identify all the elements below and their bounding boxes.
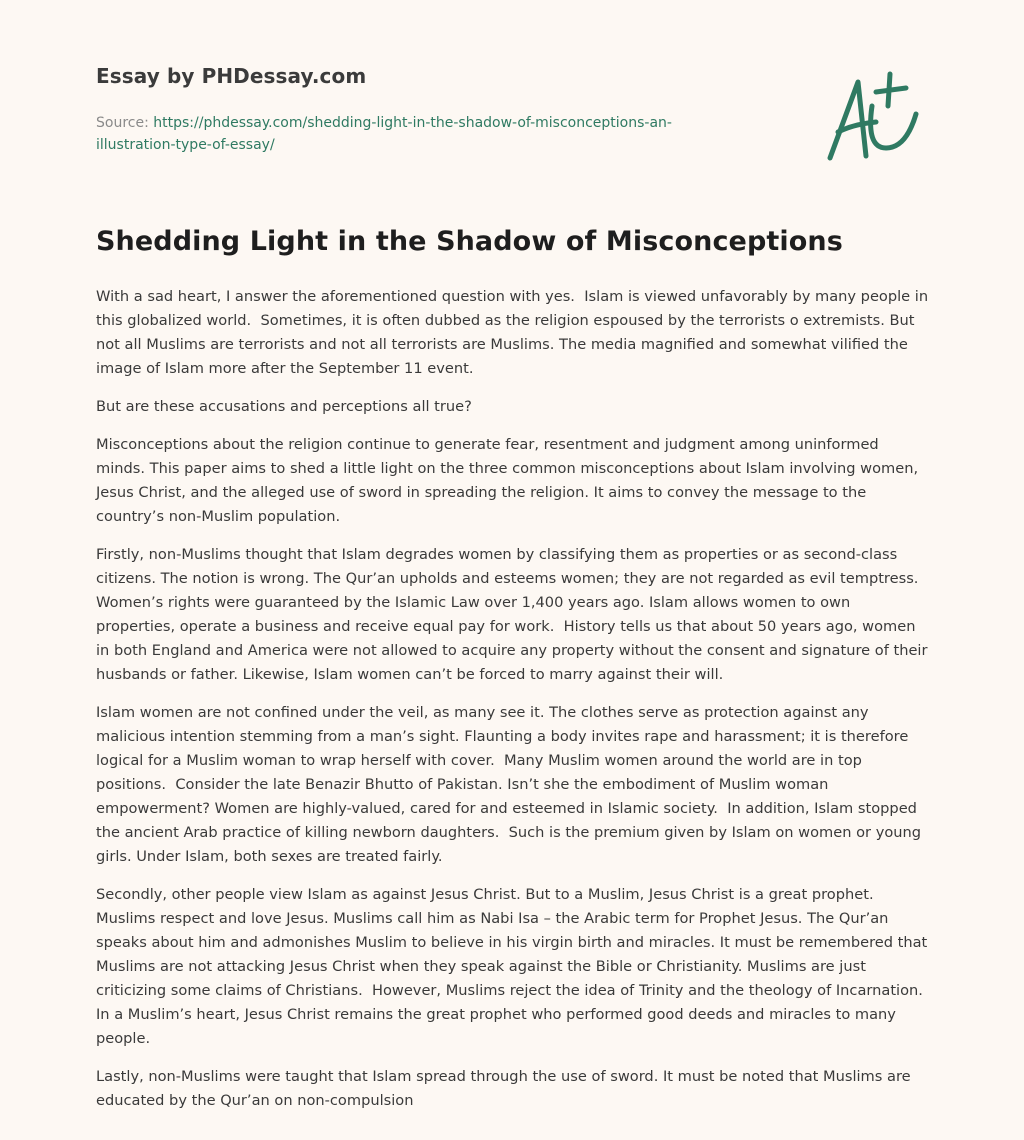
paragraph: Firstly, non-Muslims thought that Islam degrades women by classifying them as properties or as second-class citizens. The notion is wrong. The Qur’an upholds and esteems women; they are not regarded as evil temptress. Women’s rights were guaranteed by the Islamic Law over 1,400 years ago. Islam allows women to own properties, operate a business and receive equal pay for work. History tells us that about 50 years ago, women in both England and America were not allowed to acquire any property without the consent and signature of their husbands or father. Likewise, Islam women can’t be forced to marry against their will.	[96, 546, 933, 683]
paragraph: With a sad heart, I answer the aforementioned question with yes. Islam is viewed unfavorably by many people in this globalized world. Sometimes, it is often dubbed as the religion espoused by the terrorists o extremists. But not all Muslims are terrorists and not all terrorists are Muslims. The media magnified and somewhat vilified the image of Islam more after the September 11 event.	[96, 288, 933, 377]
a-plus-logo-svg	[820, 66, 932, 166]
essay-title: Shedding Light in the Shadow of Misconceptions	[96, 226, 843, 257]
site-brand: Essay by PHDessay.com	[96, 64, 367, 88]
source-link[interactable]: https://phdessay.com/shedding-light-in-the-shadow-of-misconceptions-an-illustration-type-of-essay/	[96, 115, 672, 153]
paragraph: Secondly, other people view Islam as against Jesus Christ. But to a Muslim, Jesus Christ is a great prophet. Muslims respect and love Jesus. Muslims call him as Nabi Isa – the Arabic term for Prophet Jesus. The Qur’an speaks about him and admonishes Muslim to believe in his virgin birth and miracles. It must be remembered that Muslims are not attacking Jesus Christ when they speak against the Bible or Christianity. Muslims are just criticizing some claims of Christians. However, Muslims reject the idea of Trinity and the theology of Incarnation. In a Muslim’s heart, Jesus Christ remains the great prophet who performed good deeds and miracles to many people.	[96, 886, 933, 1047]
a-plus-grade-icon	[820, 66, 932, 166]
paragraph: Misconceptions about the religion continue to generate fear, resentment and judgment among uninformed minds. This paper aims to shed a little light on the three common misconceptions about Islam involving women, Jesus Christ, and the alleged use of sword in spreading the religion. It aims to convey the message to the country’s non-Muslim population.	[96, 436, 923, 525]
source-line	[96, 112, 746, 156]
paragraph: But are these accusations and perceptions all true?	[96, 398, 472, 415]
paragraph: Lastly, non-Muslims were taught that Islam spread through the use of sword. It must be noted that Muslims are educated by the Qur’an on non-compulsion	[96, 1068, 916, 1109]
paragraph: Islam women are not confined under the veil, as many see it. The clothes serve as protection against any malicious intention stemming from a man’s sight. Flaunting a body invites rape and harassment; it is therefore logical for a Muslim woman to wrap herself with cover. Many Muslim women around the world are in top positions. Consider the late Benazir Bhutto of Pakistan. Isn’t she the embodiment of Muslim woman empowerment? Women are highly-valued, cared for and esteemed in Islamic society. In addition, Islam stopped the ancient Arab practice of killing newborn daughters. Such is the premium given by Islam on women or young girls. Under Islam, both sexes are treated fairly.	[96, 704, 926, 865]
source-label: Source:	[96, 115, 149, 131]
essay-body	[96, 285, 933, 1127]
